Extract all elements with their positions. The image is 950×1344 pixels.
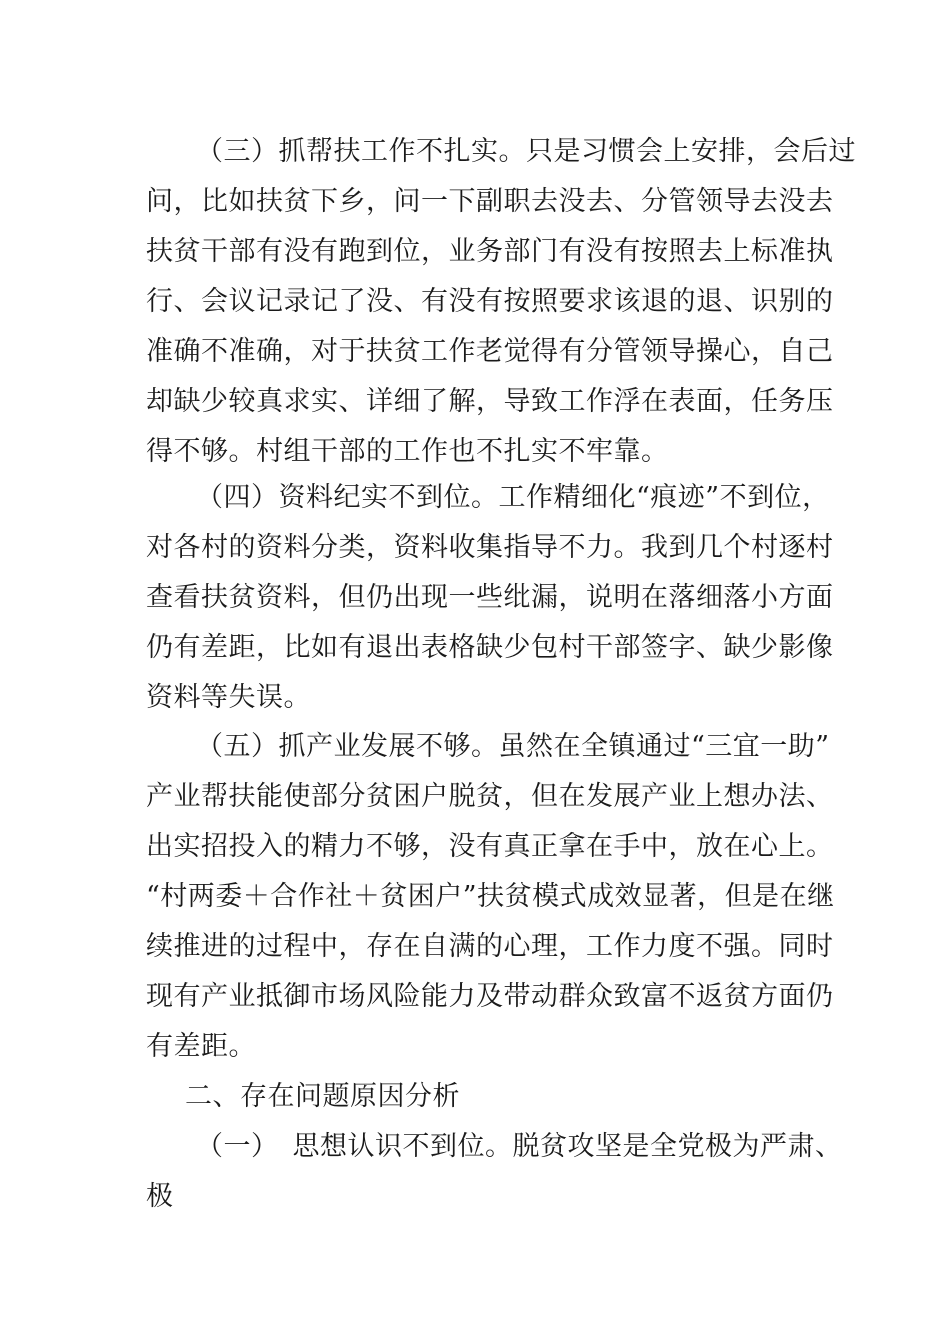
paragraph-5-line-6: 现有产业抵御市场风险能力及带动群众致富不返贫方面仍 [146,981,834,1012]
paragraph-5-line-2: 产业帮扶能使部分贫困户脱贫，但在发展产业上想办法、 [146,781,834,812]
section-heading: 二、存在问题原因分析 [185,1081,460,1112]
paragraph-5-line-3: 出实招投入的精力不够，没有真正拿在手中，放在心上。 [146,831,834,862]
paragraph-3-line-1: （三）抓帮扶工作不扎实。只是习惯会上安排，会后过 [196,136,856,167]
paragraph-6-line-1: （一） 思想认识不到位。脱贫攻坚是全党极为严肃、 [196,1131,843,1162]
paragraph-3-line-6: 却缺少较真求实、详细了解，导致工作浮在表面，任务压 [146,386,834,417]
paragraph-3-line-5: 准确不准确，对于扶贫工作老觉得有分管领导操心，自己 [146,336,834,367]
paragraph-4-line-1: （四）资料纪实不到位。工作精细化“痕迹”不到位， [196,482,830,513]
paragraph-4-line-3: 查看扶贫资料，但仍出现一些纰漏，说明在落细落小方面 [146,582,834,613]
paragraph-3-line-7: 得不够。村组干部的工作也不扎实不牢靠。 [146,436,669,467]
paragraph-3-line-4: 行、会议记录记了没、有没有按照要求该退的退、识别的 [146,286,834,317]
paragraph-4-line-2: 对各村的资料分类，资料收集指导不力。我到几个村逐村 [146,532,834,563]
paragraph-3-line-3: 扶贫干部有没有跑到位，业务部门有没有按照去上标准执 [146,236,834,267]
paragraph-5-line-4: “村两委＋合作社＋贫困户”扶贫模式成效显著，但是在继 [146,881,835,912]
paragraph-4-line-5: 资料等失误。 [146,682,311,713]
paragraph-6-line-2: 极 [146,1181,174,1212]
paragraph-4-line-4: 仍有差距，比如有退出表格缺少包村干部签字、缺少影像 [146,632,834,663]
paragraph-5-line-1: （五）抓产业发展不够。虽然在全镇通过“三宜一助” [196,731,830,762]
paragraph-5-line-5: 续推进的过程中，存在自满的心理，工作力度不强。同时 [146,931,834,962]
paragraph-3-line-2: 问，比如扶贫下乡，问一下副职去没去、分管领导去没去 [146,186,834,217]
paragraph-5-line-7: 有差距。 [146,1031,256,1062]
